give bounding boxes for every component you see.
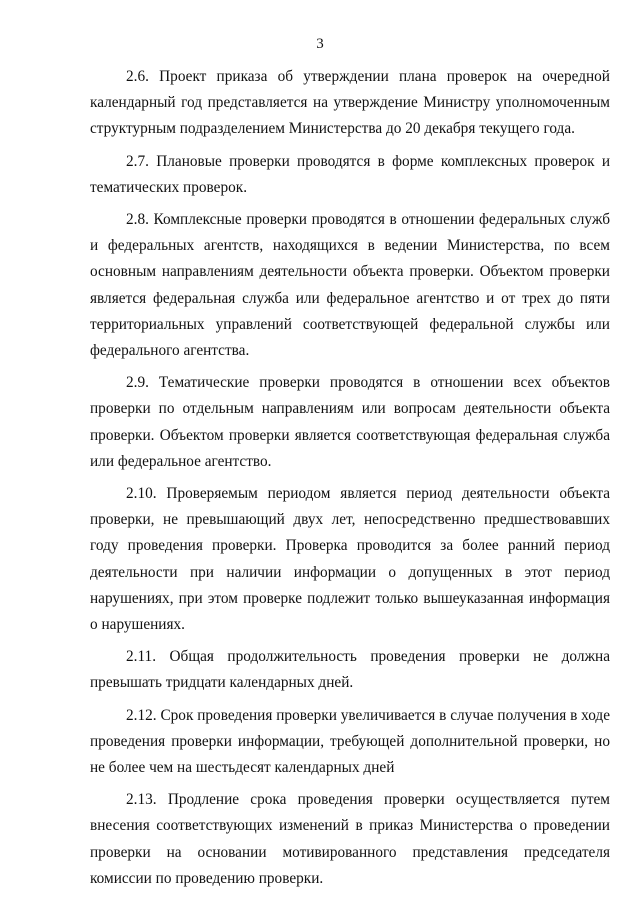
document-body	[90, 64, 610, 898]
page-number: 3	[316, 36, 324, 52]
paragraph-2-10: 2.10. Проверяемым периодом является период деятельности объекта проверки, не превышающий двух лет, непосредственно предшествовавших году проведения проверки. Проверка проводится за более ранний период деятельности при наличии информации о допущенных в этот период нарушениях, при этом проверке подлежит только вышеуказанная информация о нарушениях.	[90, 485, 610, 634]
paragraph-2-9: 2.9. Тематические проверки проводятся в отношении всех объектов проверки по отдельным направлениям или вопросам деятельности объекта проверки. Объектом проверки является соответствующая федеральная служба или федеральное агентство.	[90, 374, 610, 470]
paragraph-2-13: 2.13. Продление срока проведения проверки осуществляется путем внесения соответствующих изменений в приказ Министерства о проведении проверки на основании мотивированного представления председателя комиссии по проведению проверки.	[90, 791, 610, 887]
paragraph-2-12: 2.12. Срок проведения проверки увеличивается в случае получения в ходе проведения проверки информации, требующей дополнительной проверки, но не более чем на шестьдесят календарных дней	[90, 706, 610, 777]
paragraph-2-8: 2.8. Комплексные проверки проводятся в отношении федеральных служб и федеральных агентств, находящихся в ведении Министерства, по всем основным направлениям деятельности объекта проверки. Объектом проверки является федеральная служба или федеральное агентство и от трех до пяти территориальных управлений соответствующей федеральной службы или федерального агентства.	[90, 211, 610, 360]
paragraph-2-6: 2.6. Проект приказа об утверждении плана проверок на очередной календарный год представляется на утверждение Министру уполномоченным структурным подразделением Министерства до 20 декабря текущего года.	[90, 68, 610, 138]
paragraph-2-11: 2.11. Общая продолжительность проведения проверки не должна превышать тридцати календарных дней.	[90, 648, 610, 692]
paragraph-2-7: 2.7. Плановые проверки проводятся в форме комплексных проверок и тематических проверок.	[90, 152, 610, 196]
